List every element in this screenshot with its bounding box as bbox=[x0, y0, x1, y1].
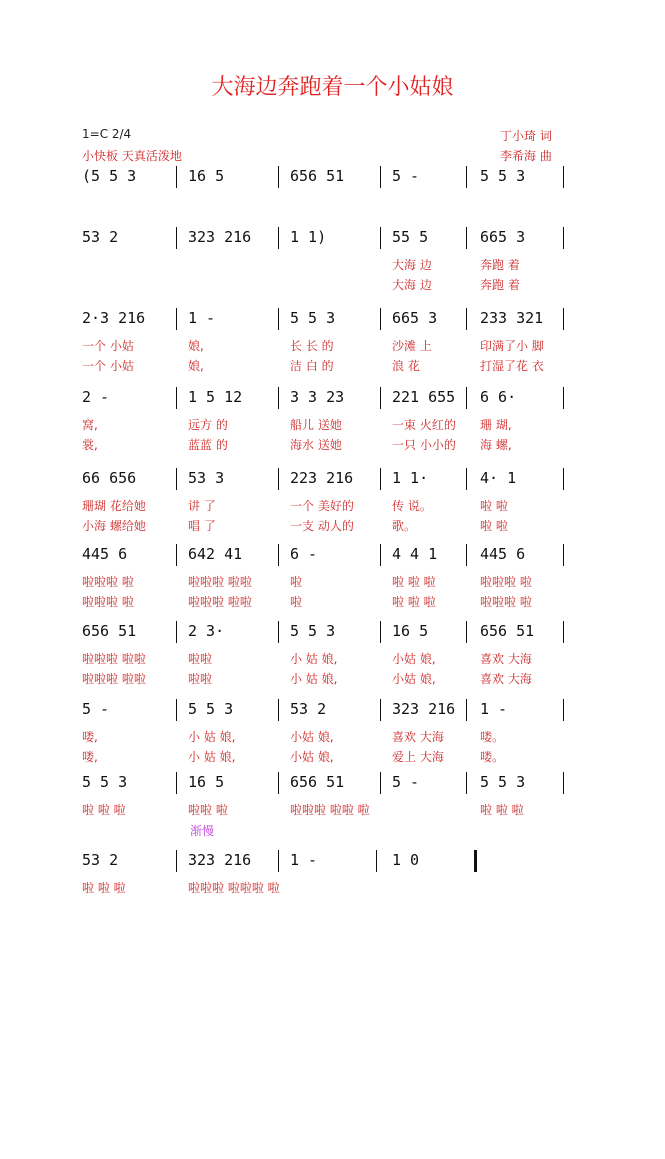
measure-notes: 1 0 bbox=[392, 851, 420, 869]
lyric-segment: 印满了小 脚 bbox=[480, 339, 544, 353]
lyric-segment: 一个 小姑 bbox=[82, 359, 134, 373]
lyric-segment: 海水 送她 bbox=[290, 438, 342, 452]
lyric-segment: 讲 了 bbox=[188, 499, 216, 513]
measure-notes: 1 - bbox=[290, 851, 318, 869]
lyric-segment: 啦 啦 啦 bbox=[82, 803, 126, 817]
lyric-segment: 啦 啦 bbox=[480, 519, 508, 533]
lyric-segment: 长 长 的 bbox=[290, 339, 334, 353]
measure-notes: 5 5 3 bbox=[188, 700, 234, 718]
bar-line bbox=[466, 699, 467, 721]
measure-notes: 1 5 12 bbox=[188, 388, 243, 406]
lyric-segment: 娘, bbox=[188, 339, 204, 353]
lyric-segment: 喽。 bbox=[480, 750, 505, 764]
lyric-segment: 一只 小小的 bbox=[392, 438, 456, 452]
measure-notes: 5 - bbox=[392, 167, 420, 185]
lyric-segment: 啦啦 bbox=[188, 652, 213, 666]
lyric-segment: 小姑 娘, bbox=[290, 730, 334, 744]
measure-notes: 642 41 bbox=[188, 545, 243, 563]
measure-notes: 656 51 bbox=[290, 773, 345, 791]
lyric-segment: 远方 的 bbox=[188, 418, 228, 432]
lyric-segment: 啦 bbox=[290, 595, 303, 609]
tempo-annotation: 渐慢 bbox=[190, 824, 215, 838]
measure-notes: 3 3 23 bbox=[290, 388, 345, 406]
measure-notes: 16 5 bbox=[188, 773, 225, 791]
lyric-segment: 小 姑 娘, bbox=[290, 652, 338, 666]
bar-line bbox=[278, 468, 279, 490]
measure-notes: 233 321 bbox=[480, 309, 544, 327]
measure-notes: 5 5 3 bbox=[480, 167, 526, 185]
bar-line bbox=[466, 544, 467, 566]
lyric-segment: 打湿了花 衣 bbox=[480, 359, 544, 373]
measure-notes: 53 2 bbox=[82, 228, 119, 246]
bar-line bbox=[176, 468, 177, 490]
lyric-segment: 啦 啦 啦 bbox=[82, 881, 126, 895]
measure-notes: 53 2 bbox=[82, 851, 119, 869]
lyric-segment: 喽, bbox=[82, 750, 98, 764]
measure-notes: 2·3 216 bbox=[82, 309, 146, 327]
lyric-segment: 唱 了 bbox=[188, 519, 216, 533]
bar-line bbox=[176, 699, 177, 721]
bar-line bbox=[563, 772, 564, 794]
bar-line bbox=[278, 227, 279, 249]
lyric-segment: 蓝蓝 的 bbox=[188, 438, 228, 452]
bar-line bbox=[380, 699, 381, 721]
lyric-segment: 小 姑 娘, bbox=[188, 750, 236, 764]
measure-notes: 53 2 bbox=[290, 700, 327, 718]
bar-line bbox=[176, 387, 177, 409]
lyric-segment: 啦 啦 bbox=[480, 499, 508, 513]
lyric-segment: 啦 bbox=[290, 575, 303, 589]
lyric-segment: 喜欢 大海 bbox=[480, 672, 532, 686]
measure-notes: 665 3 bbox=[392, 309, 438, 327]
lyric-segment: 啦 啦 啦 bbox=[480, 803, 524, 817]
lyric-segment: 一个 美好的 bbox=[290, 499, 354, 513]
bar-line bbox=[278, 772, 279, 794]
bar-line bbox=[466, 387, 467, 409]
bar-line bbox=[380, 308, 381, 330]
measure-notes: 323 216 bbox=[392, 700, 456, 718]
measure-notes: 5 5 3 bbox=[290, 309, 336, 327]
measure-notes: 1 - bbox=[480, 700, 508, 718]
lyric-segment: 喜欢 大海 bbox=[480, 652, 532, 666]
bar-line bbox=[278, 387, 279, 409]
measure-notes: (5 5 3 bbox=[82, 167, 137, 185]
lyric-segment: 啦啦啦 啦啦 bbox=[188, 595, 252, 609]
bar-line bbox=[466, 308, 467, 330]
bar-line bbox=[176, 772, 177, 794]
bar-line bbox=[380, 166, 381, 188]
lyric-segment: 浪 花 bbox=[392, 359, 420, 373]
final-bar-line bbox=[474, 850, 477, 872]
measure-notes: 221 655 bbox=[392, 388, 456, 406]
lyric-segment: 啦啦啦 啦 bbox=[82, 575, 134, 589]
lyric-segment: 奔跑 着 bbox=[480, 258, 520, 272]
measure-notes: 53 3 bbox=[188, 469, 225, 487]
lyric-segment: 啦啦 bbox=[188, 672, 213, 686]
measure-notes: 1 - bbox=[188, 309, 216, 327]
measure-notes: 2 - bbox=[82, 388, 110, 406]
measure-notes: 5 5 3 bbox=[82, 773, 128, 791]
bar-line bbox=[278, 308, 279, 330]
bar-line bbox=[380, 621, 381, 643]
song-title: 大海边奔跑着一个小姑娘 bbox=[211, 75, 454, 100]
bar-line bbox=[176, 544, 177, 566]
measure-notes: 55 5 bbox=[392, 228, 429, 246]
lyric-segment: 船儿 送她 bbox=[290, 418, 342, 432]
bar-line bbox=[278, 544, 279, 566]
bar-line bbox=[563, 227, 564, 249]
lyric-segment: 小姑 娘, bbox=[290, 750, 334, 764]
lyric-segment: 裳, bbox=[82, 438, 98, 452]
lyric-segment: 歌。 bbox=[392, 519, 417, 533]
measure-notes: 1 1) bbox=[290, 228, 327, 246]
measure-notes: 66 656 bbox=[82, 469, 137, 487]
lyric-segment: 传 说。 bbox=[392, 499, 432, 513]
measure-notes: 6 - bbox=[290, 545, 318, 563]
measure-notes: 656 51 bbox=[290, 167, 345, 185]
lyric-segment: 啦啦啦 啦 bbox=[480, 575, 532, 589]
lyric-segment: 啦 啦 啦 bbox=[392, 595, 436, 609]
lyricist-credit: 丁小琦 词 bbox=[500, 129, 552, 143]
composer-credit: 李希海 曲 bbox=[500, 149, 552, 163]
lyric-segment: 海 螺, bbox=[480, 438, 512, 452]
lyric-segment: 小姑 娘, bbox=[392, 652, 436, 666]
lyric-segment: 沙滩 上 bbox=[392, 339, 432, 353]
bar-line bbox=[380, 772, 381, 794]
bar-line bbox=[376, 850, 377, 872]
bar-line bbox=[466, 621, 467, 643]
lyric-segment: 一束 火红的 bbox=[392, 418, 456, 432]
measure-notes: 5 5 3 bbox=[480, 773, 526, 791]
bar-line bbox=[278, 166, 279, 188]
lyric-segment: 娘, bbox=[188, 359, 204, 373]
lyric-segment: 一个 小姑 bbox=[82, 339, 134, 353]
measure-notes: 4· 1 bbox=[480, 469, 517, 487]
lyric-segment: 大海 边 bbox=[392, 258, 432, 272]
bar-line bbox=[278, 621, 279, 643]
measure-notes: 16 5 bbox=[188, 167, 225, 185]
lyric-segment: 啦啦啦 啦啦 bbox=[188, 575, 252, 589]
lyric-segment: 小 姑 娘, bbox=[188, 730, 236, 744]
lyric-segment: 珊 瑚, bbox=[480, 418, 512, 432]
lyric-segment: 啦啦啦 啦啦 bbox=[82, 652, 146, 666]
lyric-segment: 啦啦啦 啦啦啦 啦 bbox=[188, 881, 280, 895]
measure-notes: 5 5 3 bbox=[290, 622, 336, 640]
lyric-segment: 爱上 大海 bbox=[392, 750, 444, 764]
measure-notes: 445 6 bbox=[480, 545, 526, 563]
key-signature: 1=C 2/4 bbox=[82, 127, 132, 141]
bar-line bbox=[466, 227, 467, 249]
bar-line bbox=[563, 468, 564, 490]
lyric-segment: 啦啦啦 啦 bbox=[82, 595, 134, 609]
lyric-segment: 喽, bbox=[82, 730, 98, 744]
lyric-segment: 喜欢 大海 bbox=[392, 730, 444, 744]
measure-notes: 1 1· bbox=[392, 469, 429, 487]
bar-line bbox=[176, 166, 177, 188]
lyric-segment: 奔跑 着 bbox=[480, 278, 520, 292]
lyric-segment: 洁 白 的 bbox=[290, 359, 334, 373]
bar-line bbox=[466, 468, 467, 490]
bar-line bbox=[176, 850, 177, 872]
lyric-segment: 一支 动人的 bbox=[290, 519, 354, 533]
bar-line bbox=[176, 227, 177, 249]
bar-line bbox=[563, 621, 564, 643]
bar-line bbox=[380, 544, 381, 566]
measure-notes: 223 216 bbox=[290, 469, 354, 487]
measure-notes: 4 4 1 bbox=[392, 545, 438, 563]
lyric-segment: 啦啦啦 啦啦 啦 bbox=[290, 803, 370, 817]
bar-line bbox=[176, 308, 177, 330]
lyric-segment: 啦啦啦 啦 bbox=[480, 595, 532, 609]
bar-line bbox=[176, 621, 177, 643]
measure-notes: 2 3· bbox=[188, 622, 225, 640]
bar-line bbox=[380, 387, 381, 409]
bar-line bbox=[278, 850, 279, 872]
measure-notes: 445 6 bbox=[82, 545, 128, 563]
lyric-segment: 啦啦啦 啦啦 bbox=[82, 672, 146, 686]
bar-line bbox=[563, 699, 564, 721]
tempo-marking: 小快板 天真活泼地 bbox=[82, 149, 182, 163]
lyric-segment: 窝, bbox=[82, 418, 98, 432]
bar-line bbox=[380, 468, 381, 490]
bar-line bbox=[563, 387, 564, 409]
measure-notes: 5 - bbox=[82, 700, 110, 718]
bar-line bbox=[563, 544, 564, 566]
bar-line bbox=[466, 166, 467, 188]
lyric-segment: 大海 边 bbox=[392, 278, 432, 292]
bar-line bbox=[563, 308, 564, 330]
measure-notes: 656 51 bbox=[480, 622, 535, 640]
lyric-segment: 小 姑 娘, bbox=[290, 672, 338, 686]
lyric-segment: 小姑 娘, bbox=[392, 672, 436, 686]
bar-line bbox=[278, 699, 279, 721]
lyric-segment: 珊瑚 花给她 bbox=[82, 499, 146, 513]
lyric-segment: 喽。 bbox=[480, 730, 505, 744]
bar-line bbox=[466, 772, 467, 794]
measure-notes: 323 216 bbox=[188, 851, 252, 869]
bar-line bbox=[563, 166, 564, 188]
lyric-segment: 小海 螺给她 bbox=[82, 519, 146, 533]
measure-notes: 6 6· bbox=[480, 388, 517, 406]
lyric-segment: 啦 啦 啦 bbox=[392, 575, 436, 589]
lyric-segment: 啦啦 啦 bbox=[188, 803, 228, 817]
measure-notes: 656 51 bbox=[82, 622, 137, 640]
measure-notes: 16 5 bbox=[392, 622, 429, 640]
measure-notes: 5 - bbox=[392, 773, 420, 791]
measure-notes: 323 216 bbox=[188, 228, 252, 246]
measure-notes: 665 3 bbox=[480, 228, 526, 246]
bar-line bbox=[380, 227, 381, 249]
